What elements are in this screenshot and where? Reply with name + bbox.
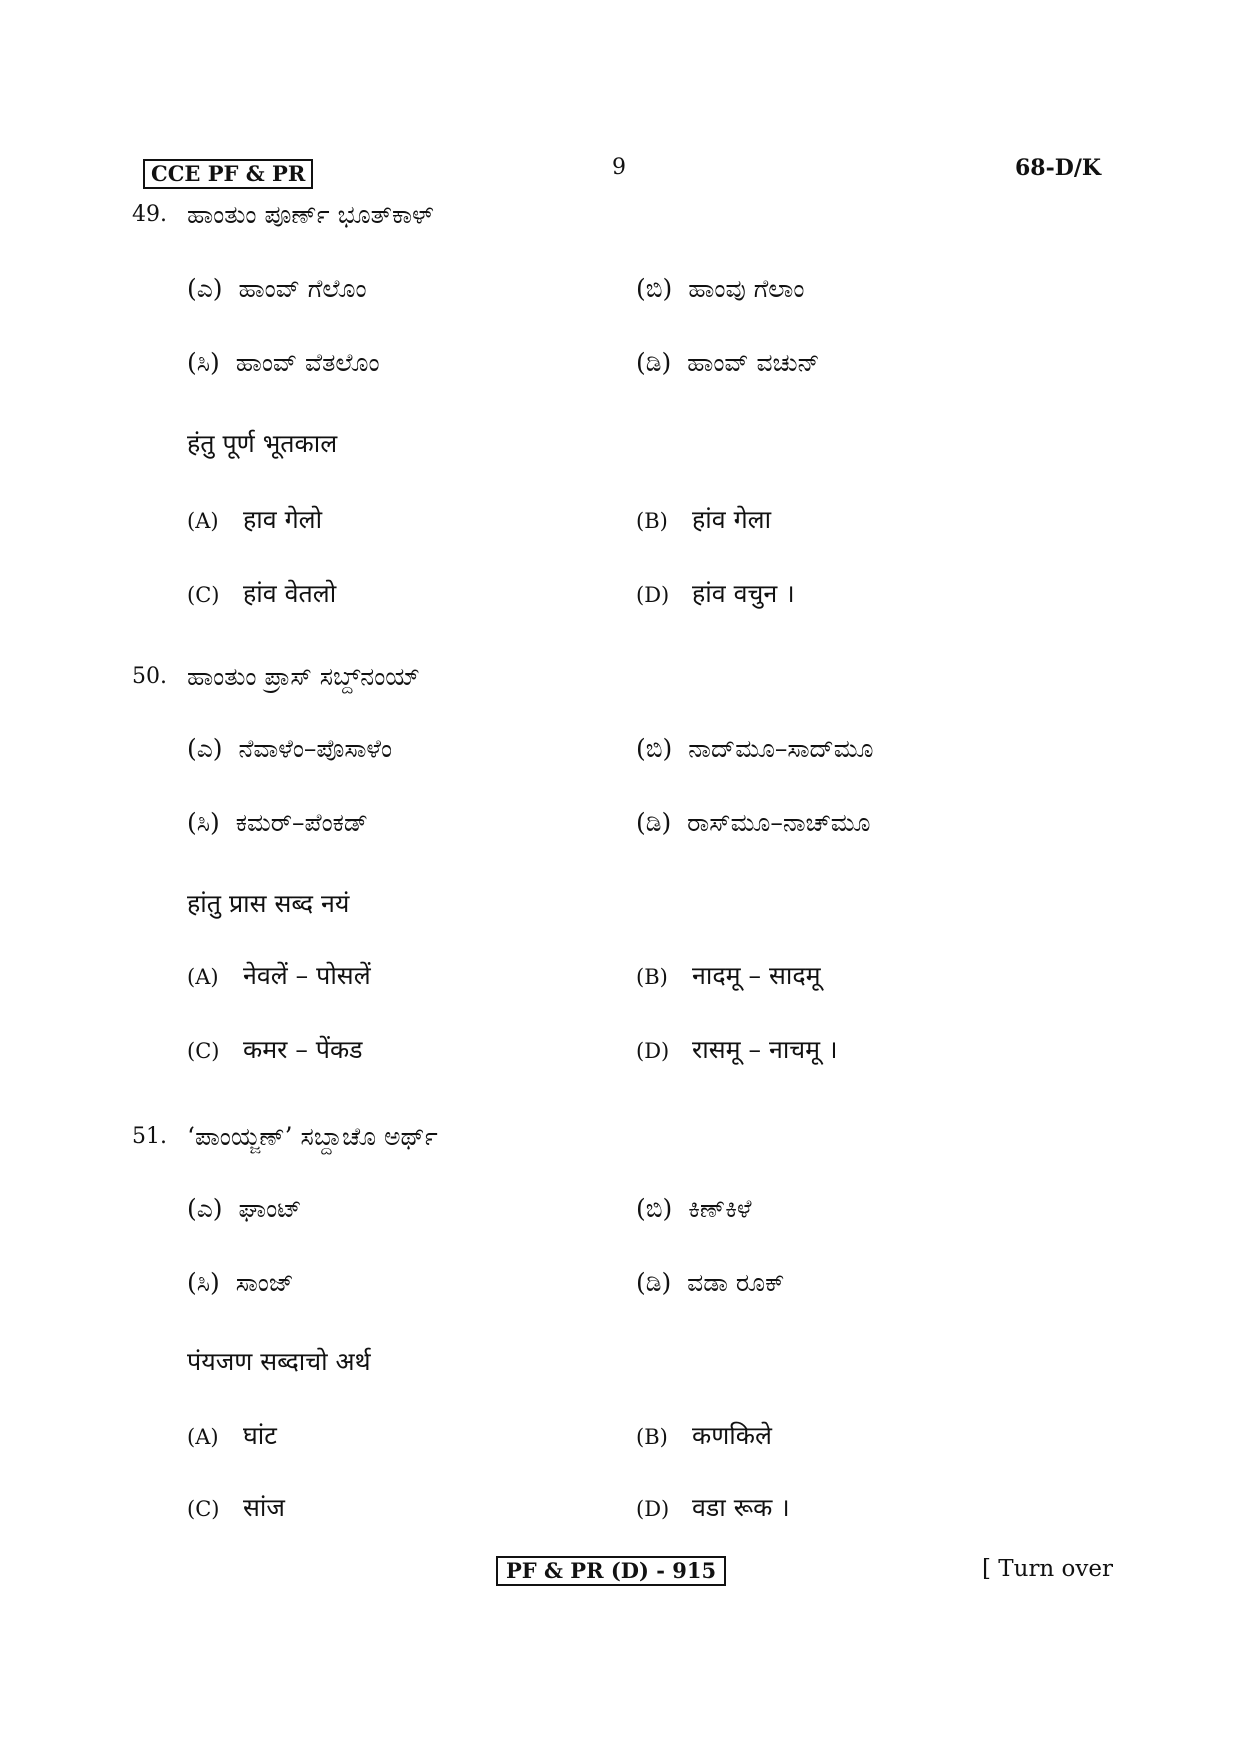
q50-kn-option-c: (ಸಿ) ಕಮರ್–ಪೆಂಕಡ್ xyxy=(187,808,368,837)
q50-dv-option-b: (B) नादमू – सादमू xyxy=(636,961,821,990)
question-49-kannada: ಹಾಂತುಂ ಪೂರ್ಣ್ ಭೂತ್‌ಕಾಳ್ xyxy=(187,200,434,229)
q51-dv-option-a: (A) घांट xyxy=(187,1421,277,1450)
q51-kn-option-b: (ಬಿ) ಕಿಣ್‌ಕಿಳೆ xyxy=(636,1194,752,1223)
q50-kn-option-a: (ಎ) ನೆವಾಳೆಂ–ಪೊಸಾಳೆಂ xyxy=(187,734,393,763)
q49-dv-option-b: (B) हांव गेला xyxy=(636,505,772,534)
q49-kn-option-d: (ಡಿ) ಹಾಂವ್ ವಚುನ್ xyxy=(636,348,820,377)
q50-kn-option-b: (ಬಿ) ನಾದ್‌ಮೂ–ಸಾದ್‌ಮೂ xyxy=(636,734,874,763)
question-49-devanagari: हंतु पूर्ण भूतकाल xyxy=(187,429,338,458)
q49-kn-option-c: (ಸಿ) ಹಾಂವ್ ವೆತಲೊಂ xyxy=(187,348,380,377)
q51-dv-option-d: (D) वडा रूक । xyxy=(636,1493,790,1522)
question-49-number: 49. xyxy=(132,202,167,227)
question-51-devanagari: पंयजण सब्दाचो अर्थ xyxy=(187,1347,371,1376)
question-51-number: 51. xyxy=(132,1124,167,1149)
q51-kn-option-a: (ಎ) ಘಾಂಟ್ xyxy=(187,1194,302,1223)
q49-kn-option-a: (ಎ) ಹಾಂವ್ ಗೆಲೊಂ xyxy=(187,274,367,303)
q49-dv-option-c: (C) हांव वेतलो xyxy=(187,579,337,608)
q51-dv-option-c: (C) सांज xyxy=(187,1493,285,1522)
paper-code-box: CCE PF & PR xyxy=(143,159,313,189)
q49-kn-option-b: (ಬಿ) ಹಾಂವು ಗೆಲಾಂ xyxy=(636,274,805,303)
q50-dv-option-a: (A) नेवलें – पोसलें xyxy=(187,961,371,990)
exam-code: 68-D/K xyxy=(1015,155,1101,181)
q51-kn-option-d: (ಡಿ) ವಡಾ ರೂಕ್ xyxy=(636,1268,785,1297)
q50-dv-option-c: (C) कमर – पेंकड xyxy=(187,1035,363,1064)
q49-dv-option-d: (D) हांव वचुन । xyxy=(636,579,795,608)
question-51-kannada: ‘ಪಾಂಯ್ಜಣ್’ ಸಬ್ದಾಚೊ ಅರ್ಥ್ xyxy=(187,1122,438,1151)
footer-code-box: PF & PR (D) - 915 xyxy=(496,1556,726,1586)
q51-kn-option-c: (ಸಿ) ಸಾಂಜ್ xyxy=(187,1268,294,1297)
q51-dv-option-b: (B) कणकिले xyxy=(636,1421,772,1450)
q50-dv-option-d: (D) रासमू – नाचमू । xyxy=(636,1035,838,1064)
turn-over-note: [ Turn over xyxy=(982,1556,1114,1582)
page-number: 9 xyxy=(612,155,626,180)
question-50-number: 50. xyxy=(132,664,167,689)
q50-kn-option-d: (ಡಿ) ರಾಸ್‌ಮೂ–ನಾಚ್‌ಮೂ xyxy=(636,808,871,837)
question-50-devanagari: हांतु प्रास सब्द नयं xyxy=(187,889,350,918)
question-50-kannada: ಹಾಂತುಂ ಪ್ರಾಸ್ ಸಬ್ದ್‌ನಂಯ್ xyxy=(187,662,421,691)
q49-dv-option-a: (A) हाव गेलो xyxy=(187,505,323,534)
